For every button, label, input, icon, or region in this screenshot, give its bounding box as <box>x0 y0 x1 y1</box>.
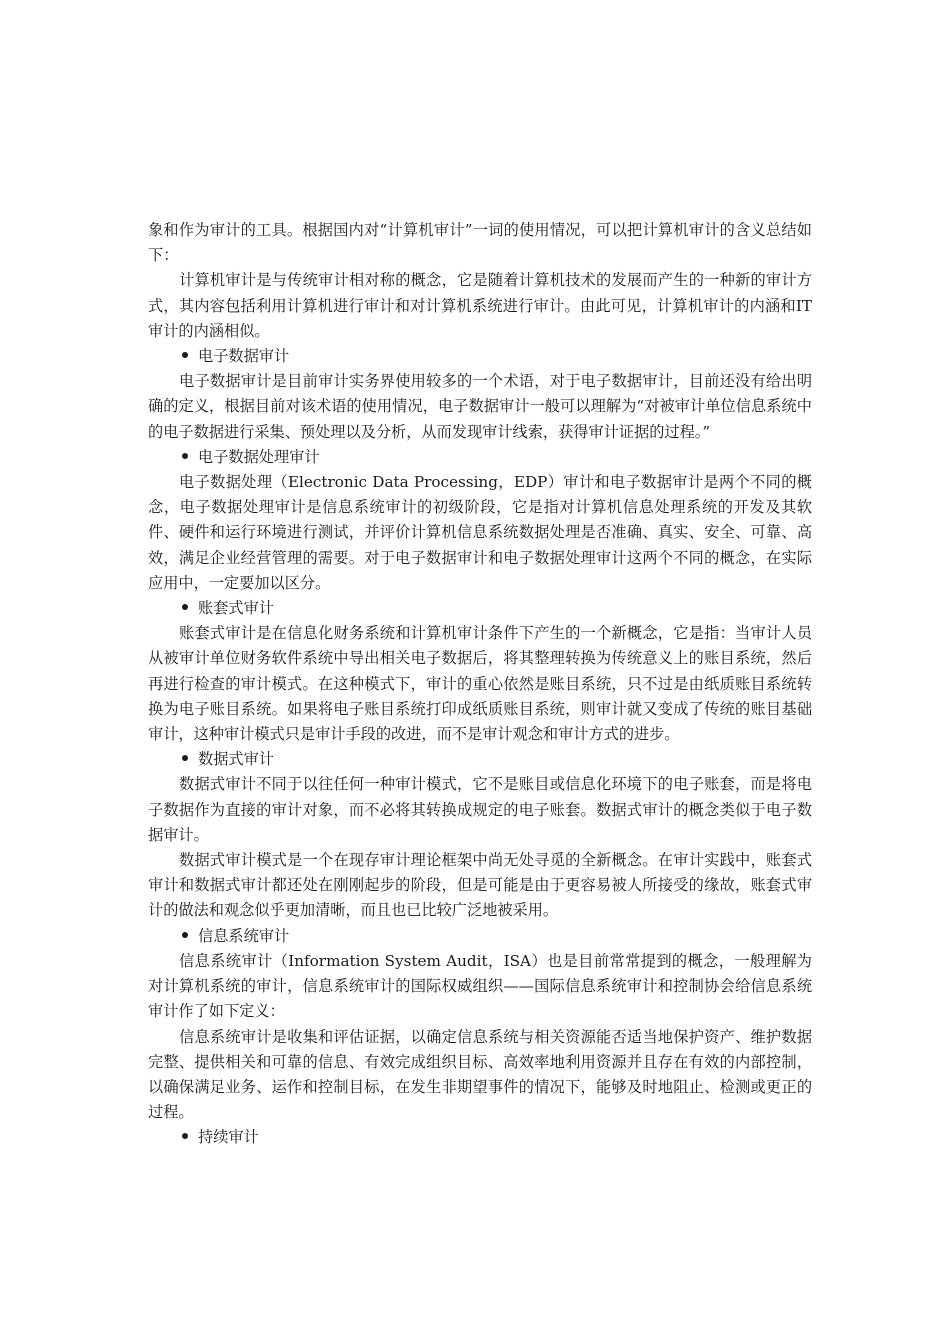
bullet-icon <box>182 453 188 459</box>
bullet-heading <box>148 924 812 949</box>
paragraph: 象和作为审计的工具。根据国内对“计算机审计”一词的使用情况，可以把计算机审计的含义总结如下： <box>148 221 812 265</box>
paragraph: 信息系统审计是收集和评估证据，以确定信息系统与相关资源能否适当地保护资产、维护数据完整、提供相关和可靠的信息、有效完成组织目标、高效率地利用资源并且存在有效的内部控制，以确保满足业务、运作和控制目标，在发生非期望事件的情况下，能够及时地阻止、检测或更正的过程。 <box>148 1027 812 1122</box>
bullet-icon <box>182 604 188 610</box>
bullet-label: 电子数据处理审计 <box>198 447 320 466</box>
bullet-heading <box>148 747 812 772</box>
bullet-heading <box>148 344 812 369</box>
bullet-heading <box>148 1125 812 1150</box>
bullet-label: 电子数据审计 <box>198 347 290 366</box>
bullet-label: 持续审计 <box>198 1128 259 1147</box>
bullet-icon <box>182 1133 188 1139</box>
bullet-label: 数据式审计 <box>198 750 274 769</box>
bullet-heading <box>148 445 812 470</box>
bullet-icon <box>182 352 188 358</box>
paragraph: 电子数据处理（Electronic Data Processing，EDP）审计和电子数据审计是两个不同的概念，电子数据处理审计是信息系统审计的初级阶段，它是指对计算机信息处理系统的开发及其软件、硬件和运行环境进行测试，并评价计算机信息系统数据处理是否准确、真实、安全、可靠、高效，满足企业经营管理的需要。对于电子数据审计和电子数据处理审计这两个不同的概念，在实际应用中，一定要加以区分。 <box>148 473 812 592</box>
bullet-icon <box>182 932 188 938</box>
document-body <box>148 218 812 1151</box>
bullet-label: 账套式审计 <box>198 599 274 618</box>
paragraph: 计算机审计是与传统审计相对称的概念，它是随着计算机技术的发展而产生的一种新的审计方式，其内容包括利用计算机进行审计和对计算机系统进行审计。由此可见，计算机审计的内涵和IT审计的内涵相似。 <box>148 271 812 340</box>
paragraph: 数据式审计不同于以往任何一种审计模式，它不是账目或信息化环境下的电子账套，而是将电子数据作为直接的审计对象，而不必将其转换成规定的电子账套。数据式审计的概念类似于电子数据审计。 <box>148 775 812 844</box>
paragraph: 电子数据审计是目前审计实务界使用较多的一个术语，对于电子数据审计，目前还没有给出明确的定义，根据目前对该术语的使用情况，电子数据审计一般可以理解为“对被审计单位信息系统中的电子数据进行采集、预处理以及分析，从而发现审计线索，获得审计证据的过程。” <box>148 372 812 441</box>
paragraph: 数据式审计模式是一个在现存审计理论框架中尚无处寻觅的全新概念。在审计实践中，账套式审计和数据式审计都还处在刚刚起步的阶段，但是可能是由于更容易被人所接受的缘故，账套式审计的做法和观念似乎更加清晰，而且也已比较广泛地被采用。 <box>148 851 812 920</box>
bullet-label: 信息系统审计 <box>198 926 290 945</box>
bullet-icon <box>182 755 188 761</box>
bullet-heading <box>148 596 812 621</box>
paragraph: 账套式审计是在信息化财务系统和计算机审计条件下产生的一个新概念，它是指：当审计人员从被审计单位财务软件系统中导出相关电子数据后，将其整理转换为传统意义上的账目系统，然后再进行检查的审计模式。在这种模式下，审计的重心依然是账目系统，只不过是由纸质账目系统转换为电子账目系统。如果将电子账目系统打印成纸质账目系统，则审计就又变成了传统的账目基础审计，这种审计模式只是审计手段的改进，而不是审计观念和审计方式的进步。 <box>148 624 812 744</box>
paragraph: 信息系统审计（Information System Audit，ISA）也是目前常常提到的概念，一般理解为对计算机系统的审计，信息系统审计的国际权威组织——国际信息系统审计和控制协会给信息系统审计作了如下定义： <box>148 951 812 1021</box>
